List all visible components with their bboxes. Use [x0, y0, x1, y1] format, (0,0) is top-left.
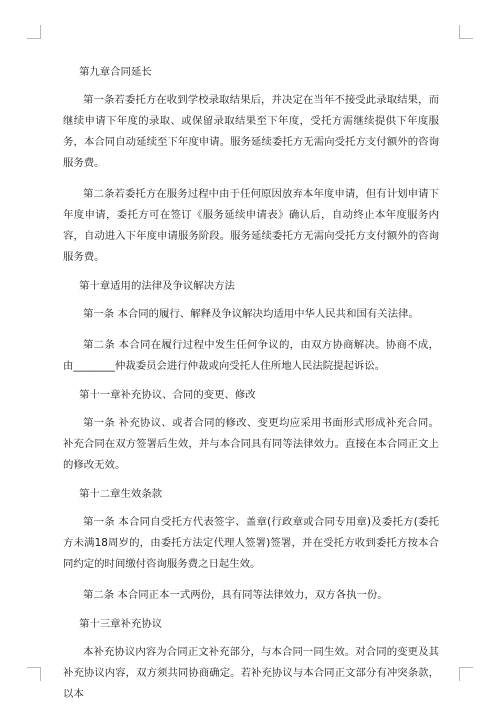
crop-mark-top-right-h: [459, 38, 473, 39]
crop-mark-top-left-v: [40, 25, 41, 39]
section-heading: 第十一章补充协议、合同的变更、修改: [79, 389, 256, 401]
section-heading: 第十章适用的法律及争议解决方法: [79, 280, 235, 292]
crop-mark-bottom-right-h: [459, 667, 473, 668]
crop-mark-top-right-v: [459, 25, 460, 39]
crop-mark-bottom-left-v: [40, 667, 41, 681]
crop-mark-bottom-left-h: [27, 667, 41, 668]
paragraph: 第一条 本合同自受托方代表签字、盖章(行政章或合同专用章)及委托方(委托方未满18周岁的，由委托方法定代理人签署)签署，并在受托方收到委托方按本合同约定的时间缴付咨询服务费之日起生效。: [63, 516, 439, 570]
section-heading: 第九章合同延长: [79, 66, 152, 78]
document-body: [63, 64, 439, 715]
paragraph: 第一条若委托方在收到学校录取结果后，并决定在当年不接受此录取结果，而继续申请下年度的录取、或保留录取结果至下年度，受托方需继续提供下年度服务，本合同自动延续至下年度申请。服务延续委托方无需向受托方支付额外的咨询服务费。: [63, 94, 439, 169]
paragraph: 第一条 补充协议、或者合同的修改、变更均应采用书面形式形成补充合同。补充合同在双方签署后生效，并与本合同具有同等法律效力。直接在本合同正文上的修改无效。: [63, 417, 439, 471]
paragraph: 第二条 本合同正本一式两份，具有同等法律效力，双方各执一份。: [83, 589, 388, 601]
paragraph: 第二条若委托方在服务过程中由于任何原因放弃本年度申请，但有计划申请下年度申请，委托方可在签订《服务延续申请表》确认后，自动终止本年度服务内容，自动进入下年度申请服务阶段。服务延续委托方无需向受托方支付额外的咨询服务费。: [63, 188, 439, 263]
section-ch10: [63, 278, 439, 377]
section-ch11: [63, 387, 439, 476]
section-heading: 第十三章补充协议: [79, 618, 163, 630]
paragraph: 第一条 本合同的履行、解释及争议解决均适用中华人民共和国有关法律。: [83, 308, 419, 320]
paragraph: 第二条 本合同在履行过程中发生任何争议的，由双方协商解决。协商不成，由________仲裁委员会进行仲裁或向受托人住所地人民法院提起诉讼。: [63, 339, 439, 372]
section-ch9: [63, 64, 439, 268]
section-heading: 第十二章生效条款: [79, 488, 163, 500]
crop-mark-top-left-h: [27, 38, 41, 39]
paragraph: 本补充协议内容为合同正文补充部分，与本合同一同生效。对合同的变更及其补充协议内容，双方须共同协商确定。若补充协议与本合同正文部分有冲突条款，以本: [63, 646, 439, 700]
crop-mark-bottom-right-v: [459, 667, 460, 681]
section-ch13: [63, 616, 439, 705]
section-ch12: [63, 486, 439, 606]
